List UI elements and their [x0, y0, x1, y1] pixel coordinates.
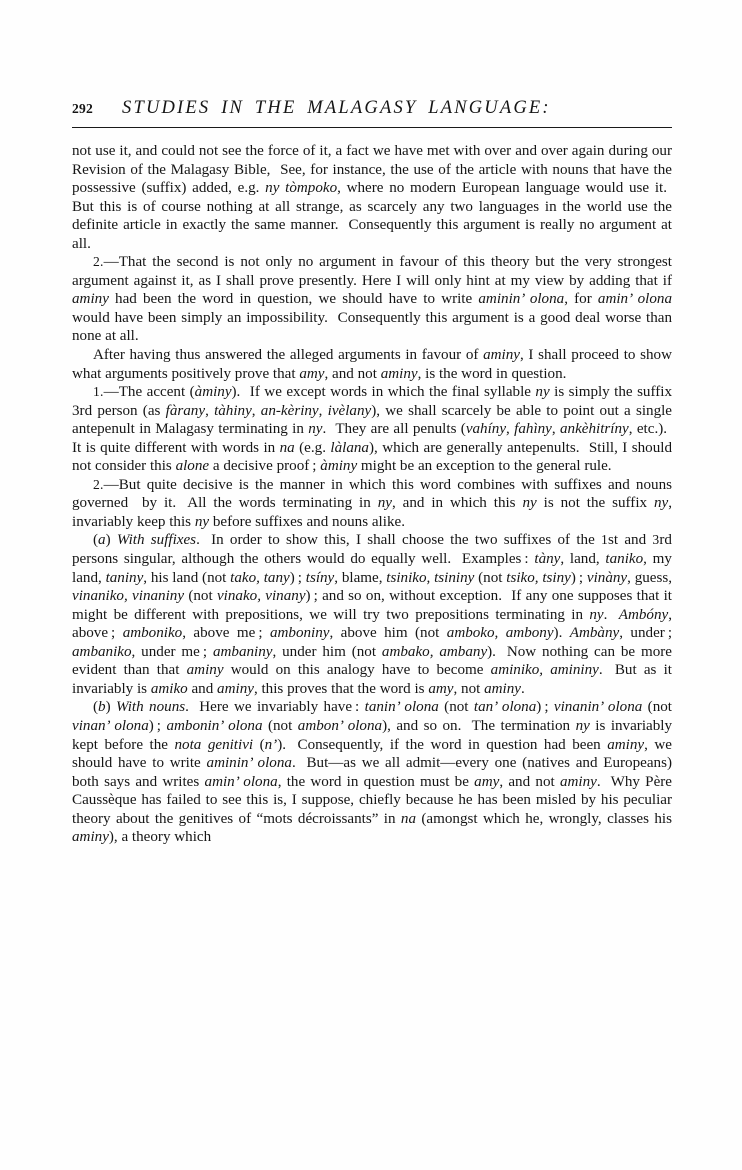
malagasy-term: fàrany: [165, 402, 206, 419]
list-label-b: b: [98, 699, 106, 716]
malagasy-term: tsíny: [305, 569, 335, 586]
malagasy-term: ambaniny: [212, 643, 273, 660]
paragraph-decisive: 2.—But quite decisive is the manner in which this word combines with suffixes and nouns governed by it. All the words terminating in ny, and in which this ny is not the suffix ny, invariably keep this ny before suffixes and nouns alike.: [72, 476, 673, 530]
malagasy-term: n’: [264, 736, 278, 753]
latin-term: nota genitivi: [174, 736, 254, 753]
paragraph-point-2a: 2.—That the second is not only no argument in favour of this theory but the very strongest argument against it, as I shall prove presently. Here I will only hint at my view by adding that if aminy had been the word in question, we should have to write aminin’ olona, for amin’ olona would have been simply an impossibility. Consequently this argument is a good deal worse than none at all.: [72, 254, 672, 345]
malagasy-term: ny: [377, 495, 392, 512]
page-content-column: [72, 98, 672, 847]
malagasy-term: aminy: [72, 829, 109, 846]
paragraph-a-with-suffixes: (a) With suffixes. In order to show this, I shall choose the two suffixes of the 1st and 3rd persons singular, although the others would do equally well. Examples : tàny, land, taniko, my land, taniny, his land (not tako, tany) ; tsíny, blame, tsiniko, tsininy (not tsiko, tsiny) ; vinàny, guess, vinaniko, vinaniny (not vinako, vinany) ; and so on, without exception. If any one supposes that it might be different with prepositions, we will try two prepositions terminating in ny. Ambóny, above ; amboniko, above me ; amboniny, above him (not amboko, ambony). Ambàny, under ; ambaniko, under me ; ambaniny, under him (not ambako, ambany). Now nothing can be more evident than that aminy would on this analogy have to become aminiko, amininy. But as it invariably is amiko and aminy, this proves that the word is amy, not aminy.: [72, 532, 673, 697]
malagasy-term: tsiko, tsiny: [506, 569, 571, 586]
malagasy-term: ambon’ olona: [297, 717, 383, 734]
malagasy-term: vinaniko, vinaniny: [72, 588, 185, 605]
paragraph-after-having: After having thus answered the alleged arguments in favour of aminy, I shall proceed to show what arguments positively prove that amy, and not aminy, is the word in question.: [72, 347, 672, 382]
malagasy-term: aminin’ olona: [206, 755, 292, 772]
subheading-with-suffixes: With suffixes: [116, 532, 197, 549]
subheading-with-nouns: With nouns: [116, 699, 186, 716]
malagasy-term: amin’ olona: [597, 291, 672, 308]
paragraph-marker: 2.: [93, 254, 104, 270]
malagasy-term: aminy: [483, 347, 520, 364]
malagasy-term: ankèhitríny: [560, 421, 629, 438]
malagasy-term: Ambàny: [569, 625, 620, 642]
malagasy-term: ny: [575, 717, 590, 734]
malagasy-term: taniny: [105, 569, 144, 586]
malagasy-term: ny: [535, 384, 550, 401]
malagasy-term: ny tòmpoko: [265, 180, 338, 197]
malagasy-term: ambako, ambany: [381, 643, 488, 660]
malagasy-term: tàny: [534, 551, 561, 568]
malagasy-term: aminy: [186, 662, 224, 679]
malagasy-term: fahìny: [514, 421, 552, 438]
malagasy-term: tsiniko, tsininy: [386, 569, 475, 586]
malagasy-term: ambaniko: [72, 643, 132, 660]
malagasy-term: aminy: [559, 773, 597, 790]
running-title: STUDIES IN THE MALAGASY LANGUAGE:: [122, 98, 551, 118]
malagasy-term: ny: [653, 495, 669, 512]
page-number: 292: [72, 101, 93, 116]
malagasy-term: tanin’ olona: [364, 699, 439, 716]
malagasy-term: Ambóny: [618, 606, 669, 623]
malagasy-term: vinan’ olona: [72, 717, 149, 734]
malagasy-term: ivèlany: [327, 402, 372, 419]
emphasis-alone: alone: [175, 458, 210, 475]
paragraph-marker: 1.: [93, 384, 104, 400]
malagasy-term: amboniko: [122, 625, 183, 642]
malagasy-term: na: [279, 439, 295, 456]
malagasy-term: amboniny: [269, 625, 330, 642]
malagasy-term: ny: [589, 606, 604, 623]
malagasy-term: àminy: [320, 458, 358, 475]
malagasy-term: aminin’ olona: [478, 291, 565, 308]
malagasy-term: amin’ olona: [204, 773, 278, 790]
malagasy-term: tako, tany: [230, 569, 290, 586]
header-rule: [72, 127, 672, 128]
body-text: [72, 142, 672, 847]
malagasy-term: làlana: [330, 439, 369, 456]
paragraph-b-with-nouns: (b) With nouns. Here we invariably have : tanin’ olona (not tan’ olona) ; vinanin’ olona (not vinan’ olona) ; ambonin’ olona (not ambon’ olona), and so on. The termination ny is invariably kept before the nota genitivi (n’). Consequently, if the word in question had been aminy, we should have to write aminin’ olona. But—as we all admit—every one (natives and Europeans) both says and writes amin’ olona, the word in question must be amy, and not aminy. Why Père Caussèque has failed to see this is, I suppose, chiefly because he has been misled by his peculiar theory about the genitives of “mots décroissants” in na (amongst which he, wrongly, classes his aminy), a theory which: [72, 699, 673, 846]
malagasy-term: tan’ olona: [473, 699, 537, 716]
malagasy-term: tàhiny: [214, 402, 252, 419]
malagasy-term: taniko: [605, 551, 644, 568]
malagasy-term: ny: [308, 421, 323, 438]
malagasy-term: àminy: [194, 384, 232, 401]
malagasy-term: aminy: [380, 365, 418, 382]
malagasy-term: na: [400, 810, 416, 827]
malagasy-term: ambonin’ olona: [166, 717, 263, 734]
paragraph-accent: 1.—The accent (àminy). If we except words in which the final syllable ny is simply the suffix 3rd person (as fàrany, tàhiny, an-kèriny, ivèlany), we shall scarcely be able to point out a single antepenult in Malagasy terminating in ny. They are all penults (vahíny, fahìny, ankèhitríny, etc.). It is quite different with words in na (e.g. làlana), which are generally antepenults. Still, I should not consider this alone a decisive proof ; àminy might be an exception to the general rule.: [72, 384, 673, 475]
malagasy-term: aminy: [484, 680, 521, 697]
paragraph-continuation: not use it, and could not see the force of it, a fact we have met with over and over again during our Revision of the Malagasy Bible, See, for instance, the use of the article with nouns that have the possessive (suffix) added, e.g. ny tòmpoko, where no modern European language would use it. But this is of course nothing at all strange, as scarcely any two languages in the world use the definite article in exactly the same manner. Consequently this argument is really no argument at all.: [72, 143, 672, 252]
malagasy-term: aminiko, amininy: [490, 662, 599, 679]
malagasy-term: amboko, ambony: [446, 625, 554, 642]
malagasy-term: aminy: [217, 680, 254, 697]
malagasy-term: ny: [194, 513, 210, 530]
paragraph-marker: 2.: [93, 476, 104, 492]
list-label-a: a: [98, 532, 106, 549]
malagasy-term: vinàny: [586, 569, 628, 586]
malagasy-term: aminy: [607, 736, 645, 753]
running-head: [72, 98, 672, 122]
malagasy-term: amy: [474, 773, 500, 790]
malagasy-term: vinako, vinany: [216, 588, 306, 605]
malagasy-term: amy: [299, 365, 325, 382]
malagasy-term: aminy: [72, 291, 109, 308]
malagasy-term: vinanin’ olona: [553, 699, 643, 716]
malagasy-term: an-kèriny: [260, 402, 319, 419]
malagasy-term: amy: [428, 680, 454, 697]
malagasy-term: amiko: [150, 680, 188, 697]
malagasy-term: ny: [522, 495, 537, 512]
malagasy-term: vahíny: [465, 421, 507, 438]
